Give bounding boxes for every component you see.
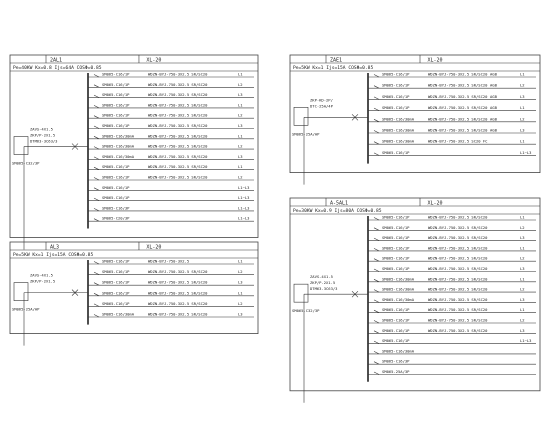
panel-params: Pe=5KW Kx=1 Ijs=15A COSΦ=0.85 <box>13 253 94 258</box>
phase-label: L2 <box>238 269 243 275</box>
breaker-label: SM065-C16/1P <box>382 214 410 220</box>
incoming-breaker-label: SM065-25A/AP <box>12 306 40 312</box>
phase-label: L1 <box>520 276 525 282</box>
breaker-label: SM065-C16/1P <box>102 71 130 77</box>
phase-label: L1 <box>238 71 243 77</box>
breaker-label: SM065-C16/30mA <box>382 286 415 292</box>
breaker-symbol <box>94 105 99 108</box>
breaker-label: SM065-C16/1P <box>382 327 410 333</box>
panel-params: Pe=40KW Kx=0.8 Ijs=64A COSΦ=0.85 <box>13 66 102 71</box>
circuit-row <box>88 195 254 201</box>
cable-label: WDZN-BYJ-750-3X2.5 SR/SC20 <box>428 307 488 313</box>
incoming-label: ZKP/P-2X1.5 <box>310 280 336 286</box>
breaker-symbol <box>374 341 379 344</box>
breaker-symbol <box>94 219 99 222</box>
cable-label: WDZN-BYJ-750-3X2.5 SR/SC20 <box>428 116 488 122</box>
circuit-row <box>368 215 536 221</box>
cable-label: WDZN-BYJ-750-3X2.5 SR/SC20 <box>148 311 208 317</box>
breaker-symbol <box>374 351 379 354</box>
cable-label: WDZN-BYJ-750-3X2.5 <box>148 258 190 264</box>
panel-model: XL-20 <box>427 57 443 64</box>
circuit-row <box>368 256 536 262</box>
breaker-label: SM065-C16/1P <box>102 123 130 128</box>
phase-label: L1 <box>520 245 525 251</box>
breaker-symbol <box>374 75 379 78</box>
circuit-row <box>368 297 536 303</box>
breaker-symbol <box>94 75 99 78</box>
breaker-symbol <box>374 86 379 89</box>
phase-label: L2 <box>520 255 525 261</box>
panel-name: A-5AL1 <box>330 200 349 207</box>
breaker-symbol <box>374 259 379 262</box>
breaker-symbol <box>374 300 379 303</box>
breaker-label: SM065-C16/30mA <box>102 311 135 317</box>
phase-label: L1~L3 <box>520 149 532 155</box>
breaker-label: SM065-C16/1P <box>382 105 410 111</box>
incoming-breaker-label: SM065-25A/AP <box>292 131 320 137</box>
breaker-label: SM065-C16/1P <box>102 184 130 190</box>
breaker-label: SM065-C16/1P <box>102 102 130 108</box>
breaker-label: SM065-C16/1P <box>102 195 130 201</box>
circuit-row <box>368 338 536 344</box>
circuit-row <box>368 276 536 282</box>
phase-label: L2 <box>238 81 243 87</box>
panel-model: XL-20 <box>146 244 162 251</box>
spd-box <box>14 283 28 301</box>
phase-label: L2 <box>520 286 525 292</box>
phase-label: L2 <box>520 116 525 122</box>
cable-label: WDZN-BYJ-750-3X2.5 SR/SC20 <box>428 317 488 323</box>
phase-label: L3 <box>520 266 525 271</box>
phase-label: L3 <box>520 127 525 133</box>
breaker-symbol <box>94 95 99 98</box>
breaker-label: SM065-C16/1P <box>102 81 130 87</box>
phase-label: L1 <box>238 102 243 108</box>
circuit-row <box>88 280 254 286</box>
breaker-label: SM065-C16/30mA <box>382 138 415 144</box>
cable-label: WDZN-BYJ-750-3X2.5 SR/SC20 <box>428 224 488 230</box>
incoming-label: ZAVS-4X1.5 <box>310 274 333 280</box>
breaker-label: SM065-C16/30mA <box>382 296 415 302</box>
breaker-label: SM065-C16/1P <box>382 307 410 313</box>
breaker-symbol <box>94 178 99 181</box>
cable-label: WDZN-BYJ-750-3X2.5 SR/SC20 <box>148 81 208 87</box>
circuit-row <box>368 94 536 100</box>
breaker-symbol <box>94 188 99 191</box>
cable-label: WDZN-BYJ-750-3X2.5 SR/SC20 <box>428 255 488 261</box>
cable-label: WDZN-BYJ-750-3X2.5 SR/SC20 <box>148 290 208 296</box>
breaker-symbol <box>94 315 99 318</box>
incoming-breaker-label: SM065-C32/3P <box>12 160 40 166</box>
breaker-symbol <box>94 157 99 160</box>
cable-label: WDZN-BYJ-750-3X2.5 SC20 FC <box>428 138 488 144</box>
circuit-row <box>368 359 536 365</box>
circuit-row <box>88 312 254 318</box>
circuit-row <box>88 92 254 98</box>
circuit-row <box>368 128 536 134</box>
phase-label: L2 <box>238 300 243 306</box>
breaker-symbol <box>374 97 379 100</box>
breaker-symbol <box>94 147 99 150</box>
load-code: AGB <box>490 93 497 99</box>
circuit-row <box>368 318 536 324</box>
phase-label: L1 <box>238 164 243 170</box>
phase-label: L2 <box>520 82 525 88</box>
breaker-label: SM065-C16/1P <box>102 258 130 264</box>
breaker-symbol <box>374 218 379 221</box>
cable-label: WDZN-BYJ-750-3X2.5 SR/SC20 <box>428 327 488 333</box>
cable-label: WDZN-BYJ-750-3X2.5 SR/SC20 <box>148 269 208 275</box>
load-code: AGB <box>490 71 497 77</box>
circuit-row <box>88 154 254 160</box>
breaker-symbol <box>374 290 379 293</box>
breaker-label: SM065-C16/1P <box>382 255 410 261</box>
breaker-symbol <box>94 293 99 296</box>
breaker-symbol <box>94 304 99 307</box>
circuit-row <box>368 245 536 251</box>
breaker-label: SM065-C16/1P <box>382 224 410 230</box>
breaker-symbol <box>374 372 379 375</box>
circuit-row <box>368 307 536 313</box>
circuit-row <box>368 150 536 156</box>
breaker-label: SM065-C16/1P <box>382 235 410 241</box>
breaker-label: SM065-C16/1P <box>102 112 130 118</box>
circuit-row <box>88 205 254 211</box>
incoming-label: ZKP-KD-2P/ <box>310 97 333 103</box>
cable-label: WDZN-BYJ-750-3X2.5 SR/SC20 <box>148 153 208 159</box>
breaker-label: SM065-C16/30mA <box>382 127 415 133</box>
cable-label: WDZN-BYJ-750-3X2.5 SR/SC20 <box>148 143 208 149</box>
breaker-label: SM065-25A/3P <box>382 369 410 374</box>
circuit-row <box>88 82 254 88</box>
panel-br <box>290 198 540 403</box>
circuit-row <box>88 185 254 191</box>
circuit-row <box>88 259 254 265</box>
panel-params: Pe=5KW Kx=1 Ijs=15A COSΦ=0.85 <box>293 66 374 71</box>
breaker-symbol <box>374 362 379 365</box>
breaker-symbol <box>374 131 379 134</box>
breaker-symbol <box>94 262 99 265</box>
incoming-label: DTC-25A/4P <box>310 103 333 109</box>
phase-label: L3 <box>238 279 243 285</box>
panel-name: AL3 <box>50 244 60 251</box>
spd-box <box>294 284 308 302</box>
breaker-label: SM065-C16/1P <box>102 92 130 98</box>
panel-params: Pe=30KW Kx=0.9 Ijs=80A COSΦ=0.85 <box>293 209 382 214</box>
circuit-row <box>368 116 536 122</box>
breaker-symbol <box>94 167 99 170</box>
circuit-row <box>88 72 254 78</box>
load-code: AGB <box>490 82 497 88</box>
cable-label: WDZN-BYJ-750-3X2.5 SR/SC20 <box>148 279 208 285</box>
panel-bl <box>10 242 258 346</box>
cable-label: WDZN-BYJ-750-3X2.5 SR/SC20 <box>428 105 488 111</box>
circuit-row <box>88 216 254 222</box>
breaker-symbol <box>374 310 379 313</box>
panel-tr <box>290 55 540 185</box>
load-code: AGB <box>490 116 497 122</box>
phase-label: L3 <box>238 311 243 317</box>
cable-label: WDZN-BYJ-750-3X2.5 SR/SC20 <box>428 93 488 99</box>
phase-label: L1 <box>520 214 525 220</box>
phase-label: L1 <box>520 71 525 77</box>
panel-frame <box>290 55 540 173</box>
phase-label: L2 <box>520 317 525 323</box>
breaker-label: SM065-C20/3P <box>102 215 130 221</box>
cable-label: WDZN-BYJ-750-3X2.5 SR/SC20 <box>148 123 208 128</box>
phase-label: L2 <box>520 224 525 230</box>
circuit-row <box>368 348 536 354</box>
cable-label: WDZN-BYJ-750-3X2.5 SR/SC20 <box>428 127 488 133</box>
breaker-symbol <box>94 283 99 286</box>
cable-label: WDZN-BYJ-750-3X2.5 SR/SC20 <box>148 174 208 180</box>
panel-model: XL-20 <box>146 57 162 64</box>
breaker-symbol <box>374 228 379 231</box>
cable-label: WDZN-BYJ-750-3X2.5 SR/SC20 <box>148 112 208 118</box>
circuit-row <box>88 164 254 170</box>
incoming-breaker-label: SM065-C32/3P <box>292 308 320 314</box>
incoming-label: ZAVS-4X1.5 <box>30 126 53 132</box>
breaker-label: SM065-C16/1P <box>382 266 410 271</box>
cable-label: WDZN-BYJ-750-3X2.5 SR/SC20 <box>428 82 488 88</box>
panel-tl <box>10 55 258 250</box>
cable-label: WDZN-BYJ-750-3X2.5 SR/SC20 <box>148 92 208 98</box>
breaker-symbol <box>94 136 99 139</box>
circuit-row <box>88 301 254 307</box>
circuit-row <box>88 175 254 181</box>
breaker-symbol <box>374 153 379 156</box>
circuit-row <box>368 369 536 375</box>
panel-model: XL-20 <box>427 200 443 207</box>
circuit-row <box>88 113 254 119</box>
breaker-label: SM065-C16/1P <box>382 245 410 251</box>
circuit-row <box>368 266 536 272</box>
breaker-label: SM065-C16/1P <box>102 300 130 306</box>
spd-box <box>14 137 28 155</box>
phase-label: L1 <box>238 133 243 139</box>
cable-label: WDZN-BYJ-750-3X2.5 SR/SC20 <box>428 235 488 241</box>
cable-label: WDZN-BYJ-750-3X2.5 SR/SC20 <box>428 214 488 220</box>
spd-box <box>294 107 308 125</box>
breaker-label: SM065-C16/30mA <box>382 348 415 354</box>
breaker-symbol <box>374 248 379 251</box>
cable-label: WDZN-BYJ-750-3X2.5 SR/SC20 <box>428 296 488 302</box>
breaker-label: SM065-C16/30mA <box>102 133 135 139</box>
breaker-symbol <box>94 272 99 275</box>
circuit-row <box>88 144 254 150</box>
cable-label: WDZN-BYJ-750-3X2.5 SR/SC20 <box>428 245 488 251</box>
circuit-row <box>368 139 536 145</box>
breaker-label: SM065-C16/30mA <box>382 116 415 122</box>
panel-name: ZAE1 <box>330 57 343 64</box>
phase-label: L1 <box>520 105 525 111</box>
load-code: AGB <box>490 105 497 111</box>
cable-label: WDZN-BYJ-750-3X2.5 SR/SC20 <box>148 133 208 139</box>
incoming-label: ZKP/P-2X1.5 <box>30 278 56 284</box>
breaker-label: SM065-C16/1P <box>382 82 410 88</box>
breaker-symbol <box>374 108 379 111</box>
load-code: AGB <box>490 127 497 133</box>
circuit-row <box>368 235 536 241</box>
breaker-label: SM065-C16/1P <box>102 269 130 275</box>
phase-label: L1~L3 <box>238 195 250 201</box>
breaker-symbol <box>94 85 99 88</box>
breaker-symbol <box>374 142 379 145</box>
breaker-label: SM065-C16/30mA <box>382 276 415 282</box>
cable-label: WDZN-BYJ-750-3X2.5 SR/SC20 <box>428 71 488 77</box>
breaker-label: SM065-C16/1P <box>102 290 130 296</box>
cable-label: WDZN-BYJ-750-3X2.5 SR/SC20 <box>428 286 488 292</box>
cable-label: WDZN-BYJ-750-3X2.5 SR/SC20 <box>428 266 488 271</box>
breaker-label: SM065-C16/30mA <box>102 153 135 159</box>
circuit-row <box>368 287 536 293</box>
breaker-symbol <box>94 116 99 119</box>
phase-label: L2 <box>238 112 243 118</box>
panel-name: 2AL1 <box>50 57 63 64</box>
phase-label: L1 <box>520 307 525 313</box>
cable-label: WDZN-BYJ-750-3X2.5 SR/SC20 <box>148 102 208 108</box>
breaker-symbol <box>94 208 99 211</box>
breaker-symbol <box>374 119 379 122</box>
phase-label: L3 <box>238 153 243 159</box>
breaker-symbol <box>374 279 379 282</box>
breaker-label: SM065-C16/1P <box>382 71 410 77</box>
breaker-symbol <box>94 126 99 129</box>
phase-label: L3 <box>520 296 525 302</box>
circuit-row <box>368 225 536 231</box>
cable-label: WDZN-BYJ-750-3X2.5 SR/SC20 <box>148 164 208 170</box>
incoming-label: DTM63-3C63/3 <box>310 286 338 292</box>
breaker-symbol <box>94 198 99 201</box>
phase-label: L1~L3 <box>238 205 250 211</box>
incoming-label: ZKP/P-2X1.5 <box>30 132 56 138</box>
circuit-row <box>88 290 254 296</box>
breaker-label: SM065-C16/30mA <box>102 143 135 149</box>
cable-label: WDZN-BYJ-750-3X2.5 SR/SC20 <box>428 276 488 282</box>
breaker-label: SM065-C16/1P <box>382 338 410 344</box>
breaker-label: SM065-C16/3P <box>102 205 130 211</box>
phase-label: L1~L3 <box>238 184 250 190</box>
circuit-row <box>368 105 536 111</box>
incoming-label: DTM63-3C63/3 <box>30 138 58 144</box>
breaker-symbol <box>374 238 379 241</box>
circuit-row <box>88 123 254 129</box>
phase-label: L1 <box>238 258 243 264</box>
circuit-row <box>368 328 536 334</box>
circuit-row <box>88 269 254 275</box>
phase-label: L1~L3 <box>238 215 250 221</box>
incoming-label: ZAVS-4X1.5 <box>30 272 53 278</box>
breaker-label: SM065-C16/1P <box>382 93 410 99</box>
phase-label: L1 <box>520 138 525 144</box>
phase-label: L3 <box>238 92 243 98</box>
phase-label: L3 <box>520 235 525 241</box>
cable-label: WDZN-BYJ-750-3X2.5 SR/SC20 <box>148 71 208 77</box>
phase-label: L3 <box>238 123 243 128</box>
circuit-row <box>88 133 254 139</box>
breaker-label: SM065-C16/1P <box>102 174 130 180</box>
breaker-symbol <box>374 331 379 334</box>
circuit-row <box>368 72 536 78</box>
breaker-label: SM065-C16/1P <box>382 317 410 323</box>
breaker-label: SM065-C16/1P <box>102 279 130 285</box>
phase-label: L1~L3 <box>520 338 532 344</box>
circuit-row <box>368 83 536 89</box>
breaker-label: SM065-C16/1P <box>102 164 130 170</box>
phase-label: L1 <box>238 290 243 296</box>
breaker-label: SM065-C16/1P <box>382 149 410 155</box>
breaker-label: SM065-C16/3P <box>382 358 410 364</box>
circuit-row <box>88 102 254 108</box>
phase-label: L3 <box>520 93 525 99</box>
phase-label: L2 <box>238 174 243 180</box>
breaker-symbol <box>374 269 379 272</box>
phase-label: L2 <box>238 143 243 149</box>
breaker-symbol <box>374 321 379 324</box>
cable-label: WDZN-BYJ-750-3X2.5 SR/SC20 <box>148 300 208 306</box>
phase-label: L3 <box>520 327 525 333</box>
